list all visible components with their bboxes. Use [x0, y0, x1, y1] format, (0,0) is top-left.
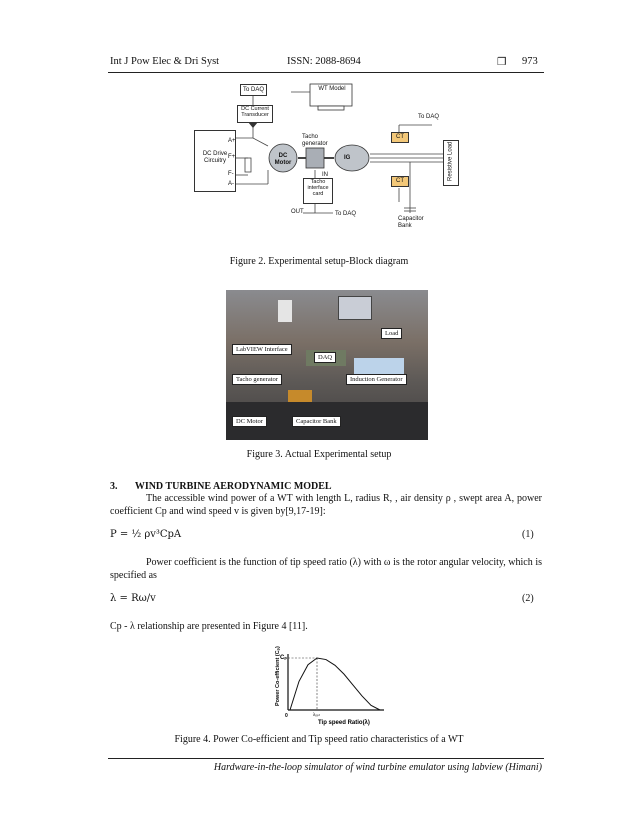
wt-model-label: WT Model [318, 86, 346, 92]
equation-2-number: (2) [522, 593, 534, 604]
terminal-a-minus: A- [228, 181, 234, 187]
tacho-generator-label: Tacho generator [302, 134, 328, 147]
photo-load-box [354, 358, 404, 374]
terminal-f-minus: F- [228, 171, 234, 177]
photo-label-capacitor: Capacitor Bank [292, 416, 341, 427]
cp-lambda-svg [268, 646, 388, 726]
to-daq-bottom-label: To DAQ [335, 211, 357, 217]
page-number: 973 [522, 56, 538, 67]
figure3-caption: Figure 3. Actual Experimental setup [246, 449, 392, 460]
figure4-caption: Figure 4. Power Co-efficient and Tip speed ratio characteristics of a WT [174, 734, 464, 745]
issn: ISSN: 2088-8694 [287, 56, 361, 67]
equation-1-number: (1) [522, 529, 534, 540]
section-paragraph-3: Cp - λ relationship are presented in Figure 4 [11]. [110, 621, 308, 632]
figure4-chart [268, 646, 388, 726]
figure2-caption: Figure 2. Experimental setup-Block diagram [229, 256, 409, 267]
ct-bottom: CT [391, 176, 409, 187]
x-axis-label: Tip speed Ratio(λ) [318, 720, 370, 726]
section-paragraph-2: Power coefficient is the function of tip speed ratio (λ) with ω is the rotor angular velocity, which is specified as [110, 557, 542, 581]
y-peak-label: Cₚ [280, 655, 287, 661]
y-axis-label: Power Co-efficient (Cₚ) [275, 646, 281, 706]
equation-2: λ = Rω/v [110, 593, 156, 604]
header-rule [108, 72, 544, 73]
to-daq-right-label: To DAQ [418, 114, 440, 120]
page-glyph-icon: ❒ [497, 57, 507, 68]
x-origin-label: 0 [285, 713, 288, 719]
dc-motor-label: DC Motor [274, 153, 292, 166]
footer-rule [108, 758, 544, 759]
dc-current-transducer: DC Current Transducer [237, 105, 273, 123]
section-heading: 3. WIND TURBINE AERODYNAMIC MODEL [110, 481, 332, 492]
photo-label-load: Load [381, 328, 402, 339]
in-label: IN [322, 172, 328, 178]
resistive-load-label: Resistive Load [447, 141, 454, 181]
terminal-a-plus: A+ [228, 138, 236, 144]
journal-name: Int J Pow Elec & Dri Syst [110, 56, 220, 67]
photo-bottle [278, 300, 292, 322]
terminal-f-plus: F+ [228, 154, 236, 160]
tacho-interface-card: Tacho interface card [303, 178, 333, 204]
out-label: OUT [291, 209, 304, 215]
capacitor-bank-label: Capacitor Bank [398, 216, 424, 229]
dc-drive-circuitry: DC Drive Circuitry [194, 130, 236, 192]
photo-label-labview: LabVIEW Interface [232, 344, 292, 355]
equation-1: P = ½ ρv³CpA [110, 529, 182, 540]
photo-label-induction: Induction Generator [346, 374, 407, 385]
daq-box-top: To DAQ [240, 84, 267, 96]
photo-laptop [338, 296, 372, 320]
figure3-photo [226, 290, 428, 440]
section-paragraph-1: The accessible wind power of a WT with length L, radius R, , air density ρ , swept area A, power coefficient Cp and wind speed v is given by[9,17-19]: [110, 493, 542, 517]
resistive-load [443, 140, 459, 186]
photo-label-dc-motor: DC Motor [232, 416, 267, 427]
ig-label: IG [344, 155, 351, 161]
photo-label-tacho: Tacho generator [232, 374, 282, 385]
footer-text: Hardware-in-the-loop simulator of wind turbine emulator using labview (Himani) [213, 762, 542, 773]
photo-label-daq: DAQ [314, 352, 336, 363]
figure2-block-diagram [188, 78, 478, 238]
ct-top: CT [391, 132, 409, 143]
x-peak-label: λₒₚₜ [313, 712, 321, 717]
cp-curve [290, 658, 380, 710]
